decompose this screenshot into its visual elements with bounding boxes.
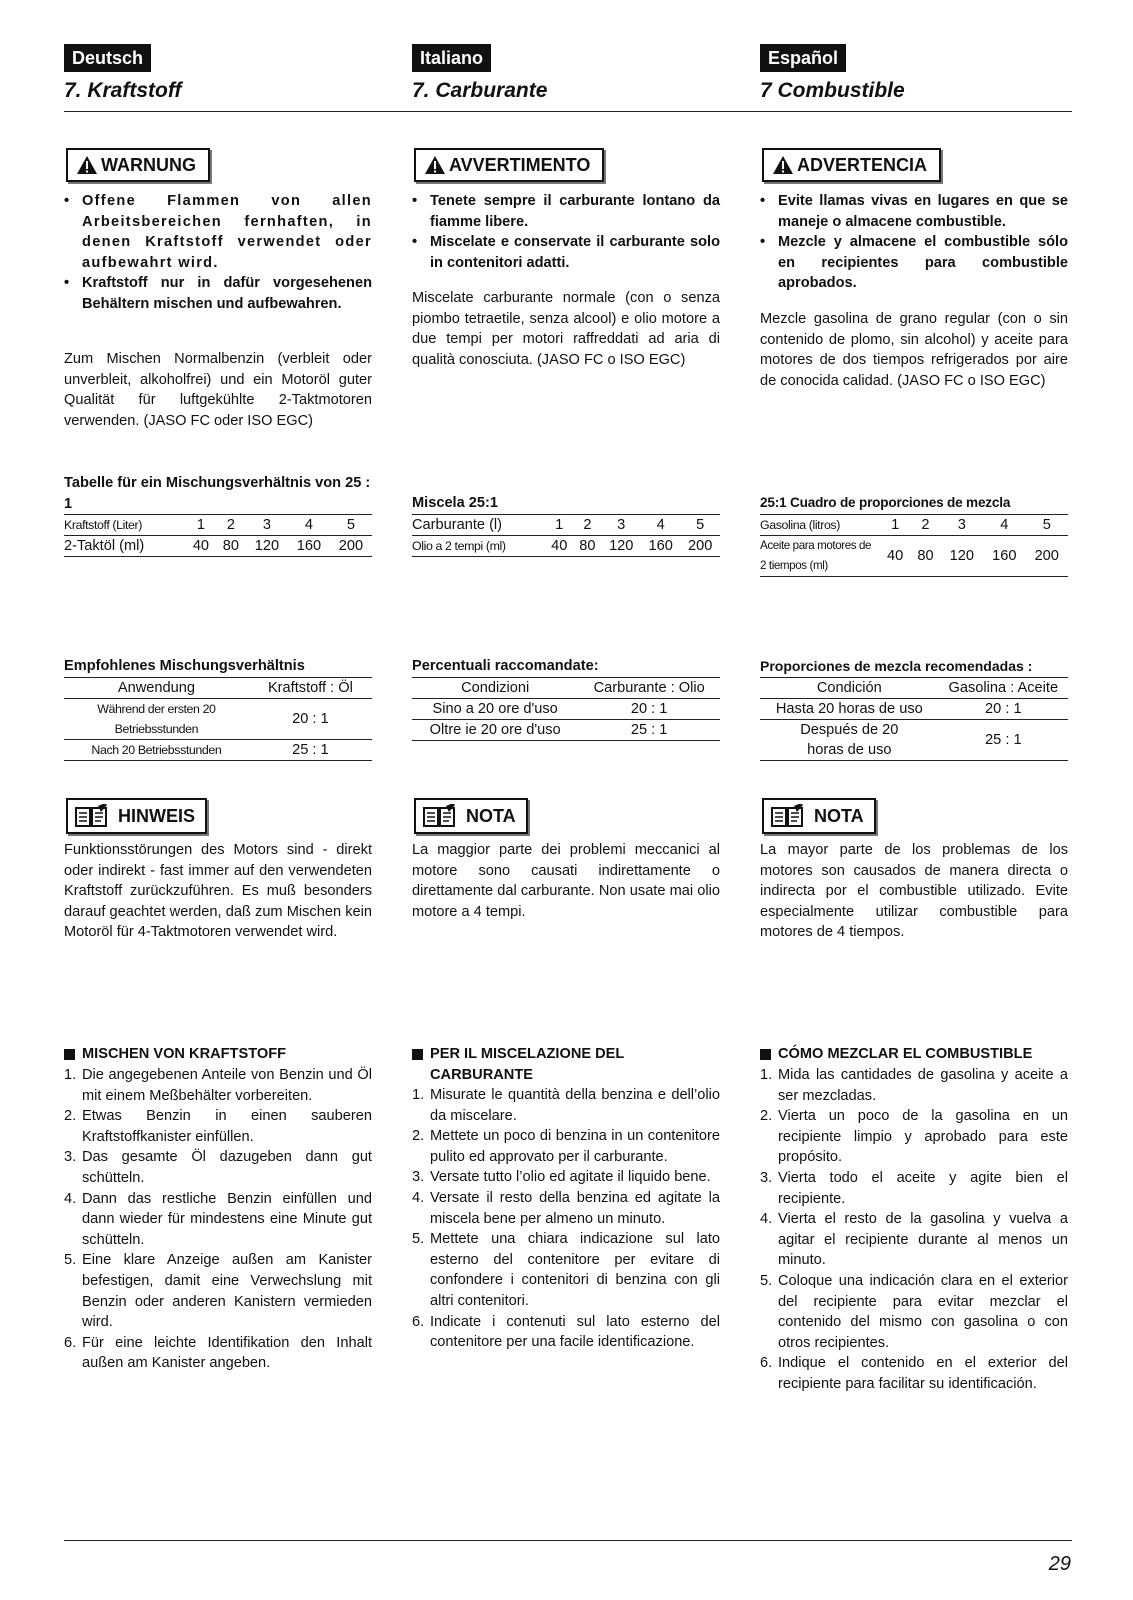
warning-triangle-icon xyxy=(76,155,98,175)
ratio-cell: 25 : 1 xyxy=(939,720,1068,761)
table-cell: 80 xyxy=(573,536,601,557)
table-row xyxy=(760,515,1068,536)
table-cell: 2 xyxy=(573,515,601,536)
column-deutsch xyxy=(64,44,372,1372)
list-item: 1. Misurate le quantità della benzina e dell’olio da miscelare. xyxy=(412,1087,720,1124)
condition-cell: Nach 20 Betriebsstunden xyxy=(64,740,249,761)
table-cell: 4 xyxy=(641,515,680,536)
recommended-ratio-table xyxy=(412,677,720,741)
list-item: 5. Mettete una chiara indicazione sul lato esterno del contenitore per evitare di confondere i contenitori di benzina con gli altri contenitori. xyxy=(412,1231,720,1309)
table-row xyxy=(412,720,720,741)
warning-list xyxy=(64,191,372,315)
mixing-heading-text: MISCHEN VON KRAFTSTOFF xyxy=(82,1046,287,1062)
recommended-ratio-table xyxy=(64,677,372,761)
warning-list xyxy=(760,191,1068,294)
table-header-row xyxy=(412,678,720,699)
table-cell: 120 xyxy=(602,536,641,557)
column-header: Condición xyxy=(760,678,939,699)
list-item: 1. Die angegebenen Anteile von Benzin und Öl mit einem Meßbehälter vorbereiten. xyxy=(64,1067,372,1104)
mixing-heading xyxy=(64,1044,372,1065)
header-rule xyxy=(64,111,1072,112)
table-cell: 40 xyxy=(880,536,910,577)
table-cell: 200 xyxy=(330,536,372,557)
condition-cell: Oltre ie 20 ore d'uso xyxy=(412,720,578,741)
recommended-ratio-table xyxy=(760,677,1068,761)
row-label: Olio a 2 tempi (ml) xyxy=(412,536,545,557)
list-item: 3. Versate tutto l’olio ed agitate il liquido bene. xyxy=(412,1169,711,1186)
row-label: Kraftstoff (Liter) xyxy=(64,515,186,536)
warning-item: • Evite llamas vivas en lugares en que se maneje o almacene combustible. xyxy=(760,191,1068,232)
table-cell: 3 xyxy=(941,515,983,536)
language-badge: Español xyxy=(760,44,846,72)
list-item: 3. Vierta todo el aceite y agite bien el recipiente. xyxy=(760,1169,1068,1207)
condition-cell: Hasta 20 horas de uso xyxy=(760,699,939,720)
table-row xyxy=(760,720,1068,761)
mixing-heading xyxy=(760,1044,1068,1065)
table-cell: 5 xyxy=(330,515,372,536)
list-item: 6. Indique el contenido en el exterior del recipiente para facilitar su identificación. xyxy=(760,1355,1068,1392)
open-book-note-icon xyxy=(770,804,804,828)
intro-paragraph: Zum Mischen Normalbenzin (verbleit oder unverbleit, alkoholfrei) und ein Motoröl guter Qualität für luftgekühlte 2-Taktmotoren verwenden. (JASO FC oder ISO EGC) xyxy=(64,351,372,429)
warning-box xyxy=(762,148,941,182)
warning-item: • Offene Flammen von allen Arbeitsbereichen fernhaften, in denen Kraftstoff verwendet oder aufbewahrt wird. xyxy=(64,191,372,273)
condition-cell: Después de 20 horas de uso xyxy=(760,720,939,761)
column-espanol xyxy=(760,44,1068,1392)
intro-paragraph: Mezcle gasolina de grano regular (con o sin contenido de plomo, sin alcohol) y aceite para motores de dos tiempos refrigerados por aire de conocida calidad. (JASO FC o ISO EGC) xyxy=(760,311,1068,389)
table-cell: 4 xyxy=(983,515,1025,536)
note-box xyxy=(66,798,207,834)
table-cell: 80 xyxy=(216,536,246,557)
note-paragraph: Funktionsstörungen des Motors sind - direkt oder indirekt - fast immer auf den verwendeten Kraftstoff zurückzuführen. Es muß besonders darauf geachtet werden, daß zum Mischen kein Motoröl für 4-Taktmotoren verwendet wird. xyxy=(64,842,372,941)
table-cell: 200 xyxy=(1026,536,1069,577)
table-cell: 120 xyxy=(941,536,983,577)
list-item: 6. Indicate i contenuti sul lato esterno del contenitore per una facile identificazione. xyxy=(412,1313,720,1351)
note-label: NOTA xyxy=(466,806,516,826)
table-cell: 120 xyxy=(246,536,288,557)
list-item: 2. Etwas Benzin in einen sauberen Kraftstoffkanister einfüllen. xyxy=(64,1108,372,1145)
language-badge: Italiano xyxy=(412,44,491,72)
list-item: 2. Vierta un poco de la gasolina en un recipiente limpio y aprobado para este propósito. xyxy=(760,1108,1068,1166)
open-book-note-icon xyxy=(74,804,108,828)
note-paragraph: La maggior parte dei problemi meccanici al motore sono causati indirettamente o direttamente dal carburante. Non usate mai olio motore a 4 tempi. xyxy=(412,842,720,920)
table-cell: 160 xyxy=(983,536,1025,577)
table-cell: 160 xyxy=(288,536,330,557)
table-row xyxy=(412,515,720,536)
warning-item: • Mezcle y almacene el combustible sólo en recipientes para combustible aprobados. xyxy=(760,232,1068,294)
mixing-steps xyxy=(412,1085,720,1353)
note-box xyxy=(762,798,876,834)
mix-ratio-table xyxy=(760,514,1068,577)
table-cell: 1 xyxy=(545,515,573,536)
warning-label: ADVERTENCIA xyxy=(797,155,928,175)
warning-label: AVVERTIMENTO xyxy=(449,155,591,175)
warning-item: • Miscelate e conservate il carburante solo in contenitori adatti. xyxy=(412,232,720,273)
mix-table-title: Tabelle für ein Mischungsverhältnis von 25 : 1 xyxy=(64,475,371,512)
square-bullet-icon xyxy=(64,1049,75,1060)
table-header-row xyxy=(760,678,1068,699)
warning-label: WARNUNG xyxy=(101,155,196,175)
square-bullet-icon xyxy=(412,1049,423,1060)
table-header-row xyxy=(64,678,372,699)
ratio-cell: 20 : 1 xyxy=(939,699,1068,720)
table-cell: 3 xyxy=(246,515,288,536)
table-row xyxy=(760,699,1068,720)
table-cell: 2 xyxy=(216,515,246,536)
list-item: 1. Mida las cantidades de gasolina y aceite a ser mezcladas. xyxy=(760,1067,1068,1104)
recommended-table-title: Percentuali raccomandate: xyxy=(412,658,599,674)
condition-cell: Während der ersten 20 Betriebsstunden xyxy=(64,699,249,740)
table-cell: 5 xyxy=(1026,515,1069,536)
warning-triangle-icon xyxy=(424,155,446,175)
column-header: Condizioni xyxy=(412,678,578,699)
table-cell: 3 xyxy=(602,515,641,536)
warning-box xyxy=(66,148,210,182)
recommended-table-title: Proporciones de mezcla recomendadas : xyxy=(760,658,1033,674)
table-row xyxy=(64,699,372,740)
recommended-table-title: Empfohlenes Mischungsverhältnis xyxy=(64,658,305,674)
row-label: Gasolina (litros) xyxy=(760,515,880,536)
table-cell: 200 xyxy=(680,536,720,557)
table-cell: 2 xyxy=(910,515,940,536)
mixing-heading xyxy=(412,1044,720,1085)
table-cell: 80 xyxy=(910,536,940,577)
list-item: 2. Mettete un poco di benzina in un contenitore pulito ed approvato per il carburante. xyxy=(412,1128,720,1165)
section-title: 7 Combustible xyxy=(760,79,905,102)
warning-item: • Kraftstoff nur in dafür vorgesehenen Behältern mischen und aufbewahren. xyxy=(64,273,372,314)
note-label: NOTA xyxy=(814,806,864,826)
row-label: 2-Taktöl (ml) xyxy=(64,536,186,557)
note-box xyxy=(414,798,528,834)
table-row xyxy=(412,536,720,557)
column-header: Carburante : Olio xyxy=(578,678,720,699)
list-item: 5. Coloque una indicación clara en el exterior del recipiente para evitar mezclar el contenido del mismo con gasolina o con otros recipientes. xyxy=(760,1272,1068,1351)
column-italiano xyxy=(412,44,720,1351)
mixing-heading-text: CÓMO MEZCLAR EL COMBUSTIBLE xyxy=(778,1046,1033,1062)
page-number: 29 xyxy=(1048,1553,1071,1575)
condition-cell: Sino a 20 ore d'uso xyxy=(412,699,578,720)
ratio-cell: 20 : 1 xyxy=(578,699,720,720)
table-cell: 40 xyxy=(545,536,573,557)
warning-triangle-icon xyxy=(772,155,794,175)
table-row xyxy=(64,515,372,536)
mix-table-title: Miscela 25:1 xyxy=(412,495,498,511)
list-item: 4. Vierta el resto de la gasolina y vuelva a agitar el recipiente durante al menos un minuto. xyxy=(760,1211,1068,1269)
mixing-steps xyxy=(64,1065,372,1374)
mix-table-title: 25:1 Cuadro de proporciones de mezcla xyxy=(760,495,1011,510)
table-cell: 4 xyxy=(288,515,330,536)
list-item: 5. Eine klare Anzeige außen am Kanister befestigen, damit eine Verwechslung mit Benzin oder anderen Kanistern vermieden wird. xyxy=(64,1252,372,1331)
section-title: 7. Kraftstoff xyxy=(64,79,182,102)
mixing-heading-text: PER IL MISCELAZIONE DEL CARBURANTE xyxy=(430,1046,625,1083)
table-cell: 1 xyxy=(186,515,216,536)
ratio-cell: 20 : 1 xyxy=(249,699,372,740)
note-label: HINWEIS xyxy=(118,806,196,826)
warning-box xyxy=(414,148,604,182)
section-title: 7. Carburante xyxy=(412,79,548,102)
table-cell: 1 xyxy=(880,515,910,536)
ratio-cell: 25 : 1 xyxy=(578,720,720,741)
list-item: 6. Für eine leichte Identifikation den Inhalt außen am Kanister angeben. xyxy=(64,1334,372,1372)
mix-ratio-table xyxy=(412,514,720,557)
open-book-note-icon xyxy=(422,804,456,828)
table-row xyxy=(64,536,372,557)
table-row xyxy=(412,699,720,720)
list-item: 4. Versate il resto della benzina ed agitate la miscela bene per almeno un minuto. xyxy=(412,1189,720,1227)
table-row xyxy=(64,740,372,761)
table-row xyxy=(760,536,1068,577)
mixing-steps xyxy=(760,1065,1068,1395)
column-header: Kraftstoff : Öl xyxy=(249,678,372,699)
table-cell: 160 xyxy=(641,536,680,557)
column-header: Anwendung xyxy=(64,678,249,699)
footer-rule xyxy=(64,1540,1072,1541)
table-cell: 40 xyxy=(186,536,216,557)
list-item: 3. Das gesamte Öl dazugeben dann gut schütteln. xyxy=(64,1149,372,1186)
table-cell: 5 xyxy=(680,515,720,536)
warning-list xyxy=(412,191,720,273)
list-item: 4. Dann das restliche Benzin einfüllen und dann wieder für mindestens eine Minute gut schütteln. xyxy=(64,1190,372,1248)
warning-item: • Tenete sempre il carburante lontano da fiamme libere. xyxy=(412,191,720,232)
column-header: Gasolina : Aceite xyxy=(939,678,1068,699)
ratio-cell: 25 : 1 xyxy=(249,740,372,761)
language-badge: Deutsch xyxy=(64,44,151,72)
square-bullet-icon xyxy=(760,1049,771,1060)
intro-paragraph: Miscelate carburante normale (con o senza piombo tetraetile, senza alcool) e olio motore a due tempi per motori raffreddati ad aria di qualità conosciuta. (JASO FC o ISO EGC) xyxy=(412,290,720,368)
row-label: Aceite para motores de 2 tiempos (ml) xyxy=(760,536,880,577)
note-paragraph: La mayor parte de los problemas de los motores son causados de manera directa o indirecta por el combustible utilizado. Evite especialmente utilizar combustible para motores de 4 tiempos. xyxy=(760,842,1068,941)
mix-ratio-table xyxy=(64,514,372,557)
row-label: Carburante (l) xyxy=(412,515,545,536)
